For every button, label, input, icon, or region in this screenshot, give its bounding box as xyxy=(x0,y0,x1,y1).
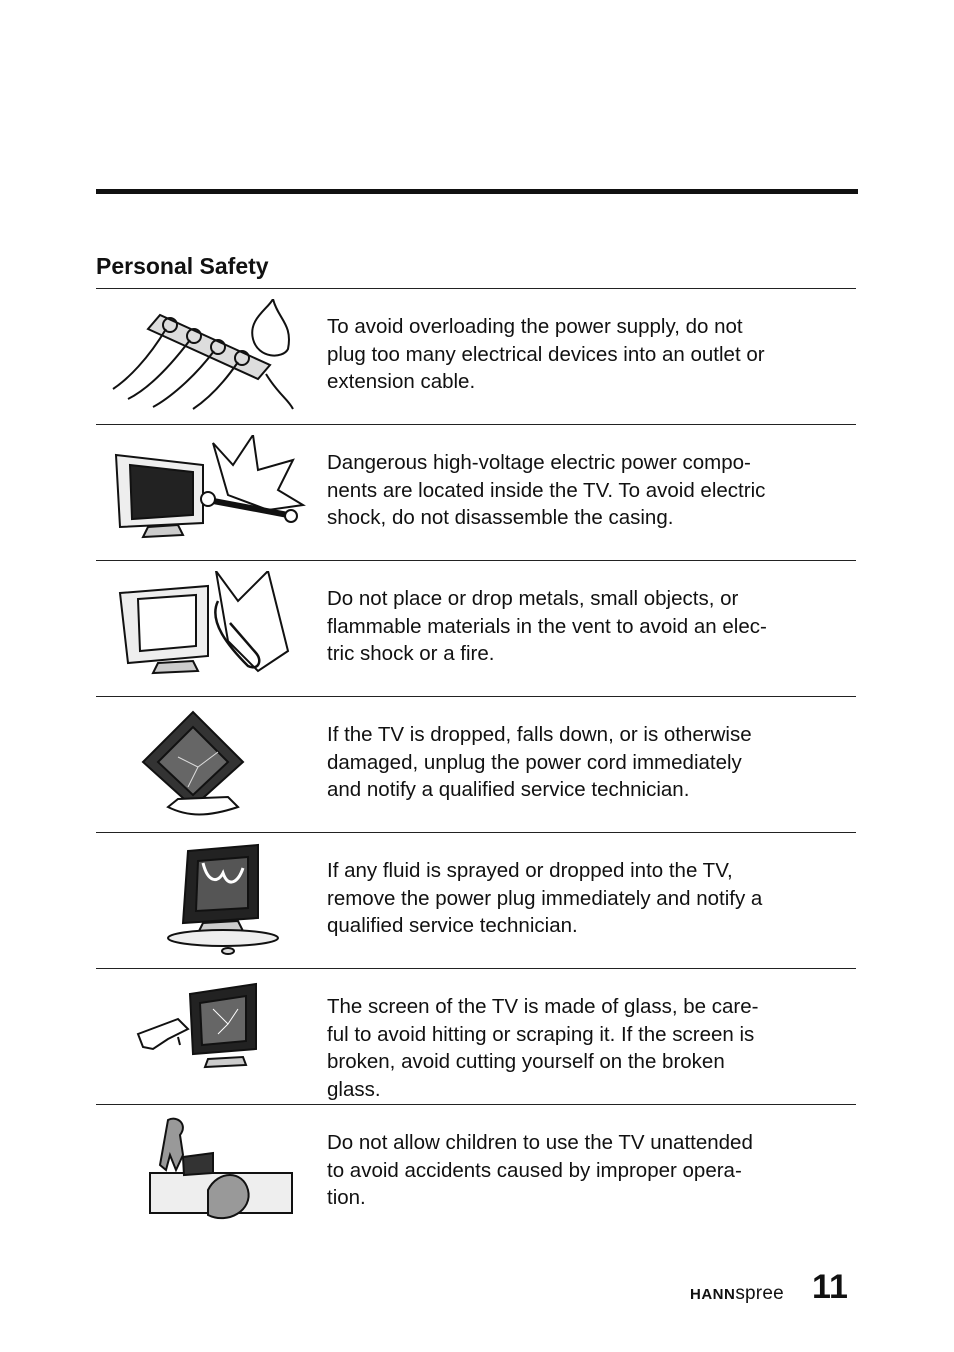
safety-item-text: Dangerous high-voltage electric power compo- nents are located inside the TV. To avoid electric shock, do not disassemble the casing. xyxy=(327,451,766,529)
safety-item xyxy=(96,288,856,424)
safety-item-text: To avoid overloading the power supply, do not plug too many electrical devices into an outlet or extension cable. xyxy=(327,315,765,393)
safety-item-text: Do not allow children to use the TV unattended to avoid accidents caused by improper opera- tion. xyxy=(327,1131,753,1209)
dropped-tv-illustration xyxy=(108,707,308,822)
page-number: 11 xyxy=(812,1268,848,1306)
safety-item xyxy=(96,968,856,1104)
safety-item xyxy=(96,1104,856,1240)
safety-item-text: The screen of the TV is made of glass, be care- ful to avoid hitting or scraping it. If the screen is broken, avoid cutting yourself on the broken glass. xyxy=(327,995,759,1101)
tv-wrench-shock-illustration xyxy=(108,435,308,550)
safety-item-text: If any fluid is sprayed or dropped into the TV, remove the power plug immediately and notify a qualified service technician. xyxy=(327,859,763,937)
tv-fluid-spill-illustration xyxy=(108,843,308,958)
top-rule xyxy=(96,189,858,194)
safety-item xyxy=(96,424,856,560)
power-strip-overload-illustration xyxy=(108,299,308,414)
brand-logo xyxy=(690,1283,784,1305)
section-title: Personal Safety xyxy=(96,253,269,279)
children-tv-illustration xyxy=(108,1115,308,1230)
safety-item-text: Do not place or drop metals, small objects, or flammable materials in the vent to avoid an elec- tric shock or a fire. xyxy=(327,587,767,665)
safety-item xyxy=(96,560,856,696)
safety-item xyxy=(96,832,856,968)
safety-item xyxy=(96,696,856,832)
tv-paperclip-vent-illustration xyxy=(108,571,308,686)
safety-item-text: If the TV is dropped, falls down, or is otherwise damaged, unplug the power cord immediately and notify a qualified service technician. xyxy=(327,723,752,801)
brand-logo-bold: HANN xyxy=(690,1286,736,1303)
brand-logo-light: spree xyxy=(735,1283,784,1304)
tv-glass-screen-hit-illustration xyxy=(108,979,308,1094)
safety-list xyxy=(96,288,856,1240)
